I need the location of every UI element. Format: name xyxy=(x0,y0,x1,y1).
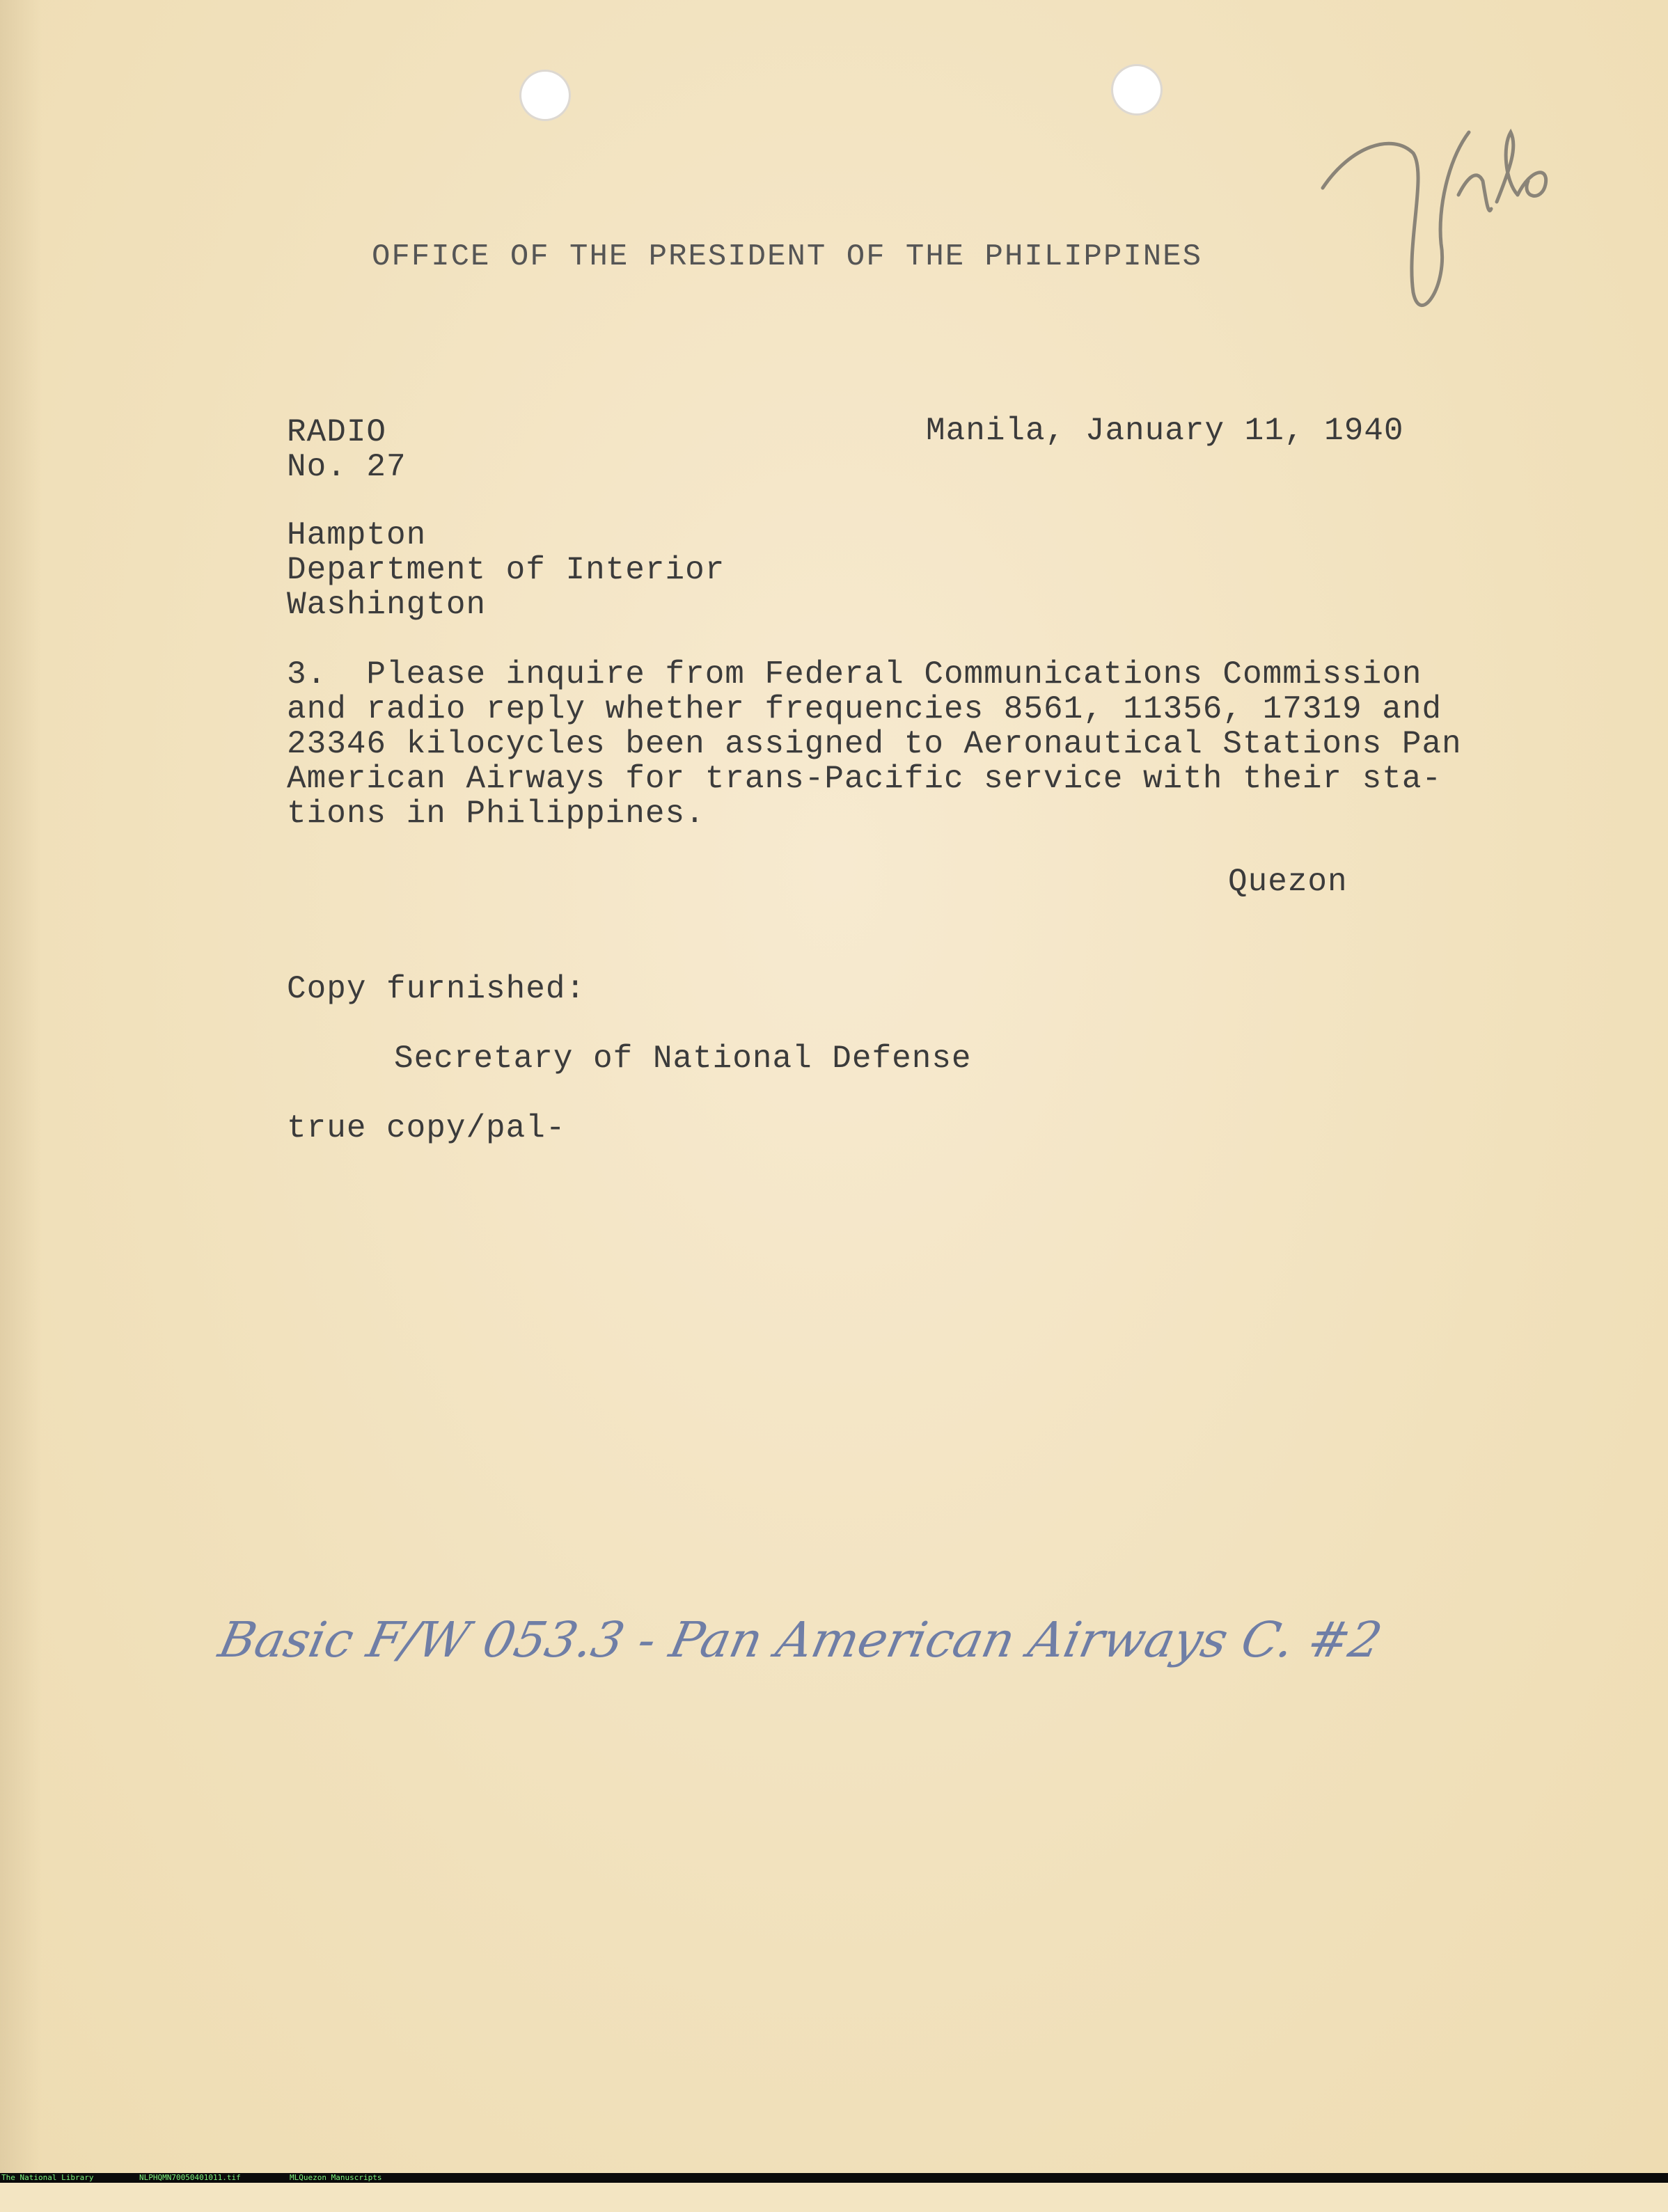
handwritten-file-text: File xyxy=(1309,104,1311,105)
body-line: 3. Please inquire from Federal Communications Commission xyxy=(287,656,1422,693)
signature: Quezon xyxy=(1228,864,1348,900)
body-line: tions in Philippines. xyxy=(287,796,705,832)
footer-bar xyxy=(0,2173,1668,2183)
footer-collection: MLQuezon Manuscripts xyxy=(290,2173,382,2182)
handwritten-filing-note xyxy=(209,1594,1434,1691)
addressee-department: Department of Interior xyxy=(287,552,725,588)
body-line: American Airways for trans-Pacific service with their sta- xyxy=(287,761,1442,797)
punch-hole-right xyxy=(1111,64,1163,116)
place-date: Manila, January 11, 1940 xyxy=(926,413,1404,449)
addressee-city: Washington xyxy=(287,587,487,623)
footer-file-id: NLPHQMN70050401011.tif xyxy=(139,2173,241,2182)
radio-label: RADIO xyxy=(287,414,387,450)
copy-furnished-label: Copy furnished: xyxy=(287,971,586,1007)
handwritten-filing-text: Basic F/W 053.3 - Pan American Airways C. #2 xyxy=(214,1611,1387,1668)
true-copy-initials: true copy/pal- xyxy=(287,1110,566,1146)
punch-hole-left xyxy=(519,70,571,121)
radio-number: No. 27 xyxy=(287,449,407,485)
addressee-name: Hampton xyxy=(287,517,427,553)
paper-edge-shadow xyxy=(0,0,42,2173)
body-line: 23346 kilocycles been assigned to Aeronautical Stations Pan xyxy=(287,726,1462,762)
footer-library: The National Library xyxy=(1,2173,94,2182)
handwritten-file-note xyxy=(1309,104,1559,320)
copy-recipient: Secretary of National Defense xyxy=(394,1041,972,1077)
body-line: and radio reply whether frequencies 8561, 11356, 17319 and xyxy=(287,691,1442,727)
letterhead: OFFICE OF THE PRESIDENT OF THE PHILIPPINES xyxy=(372,239,1202,274)
